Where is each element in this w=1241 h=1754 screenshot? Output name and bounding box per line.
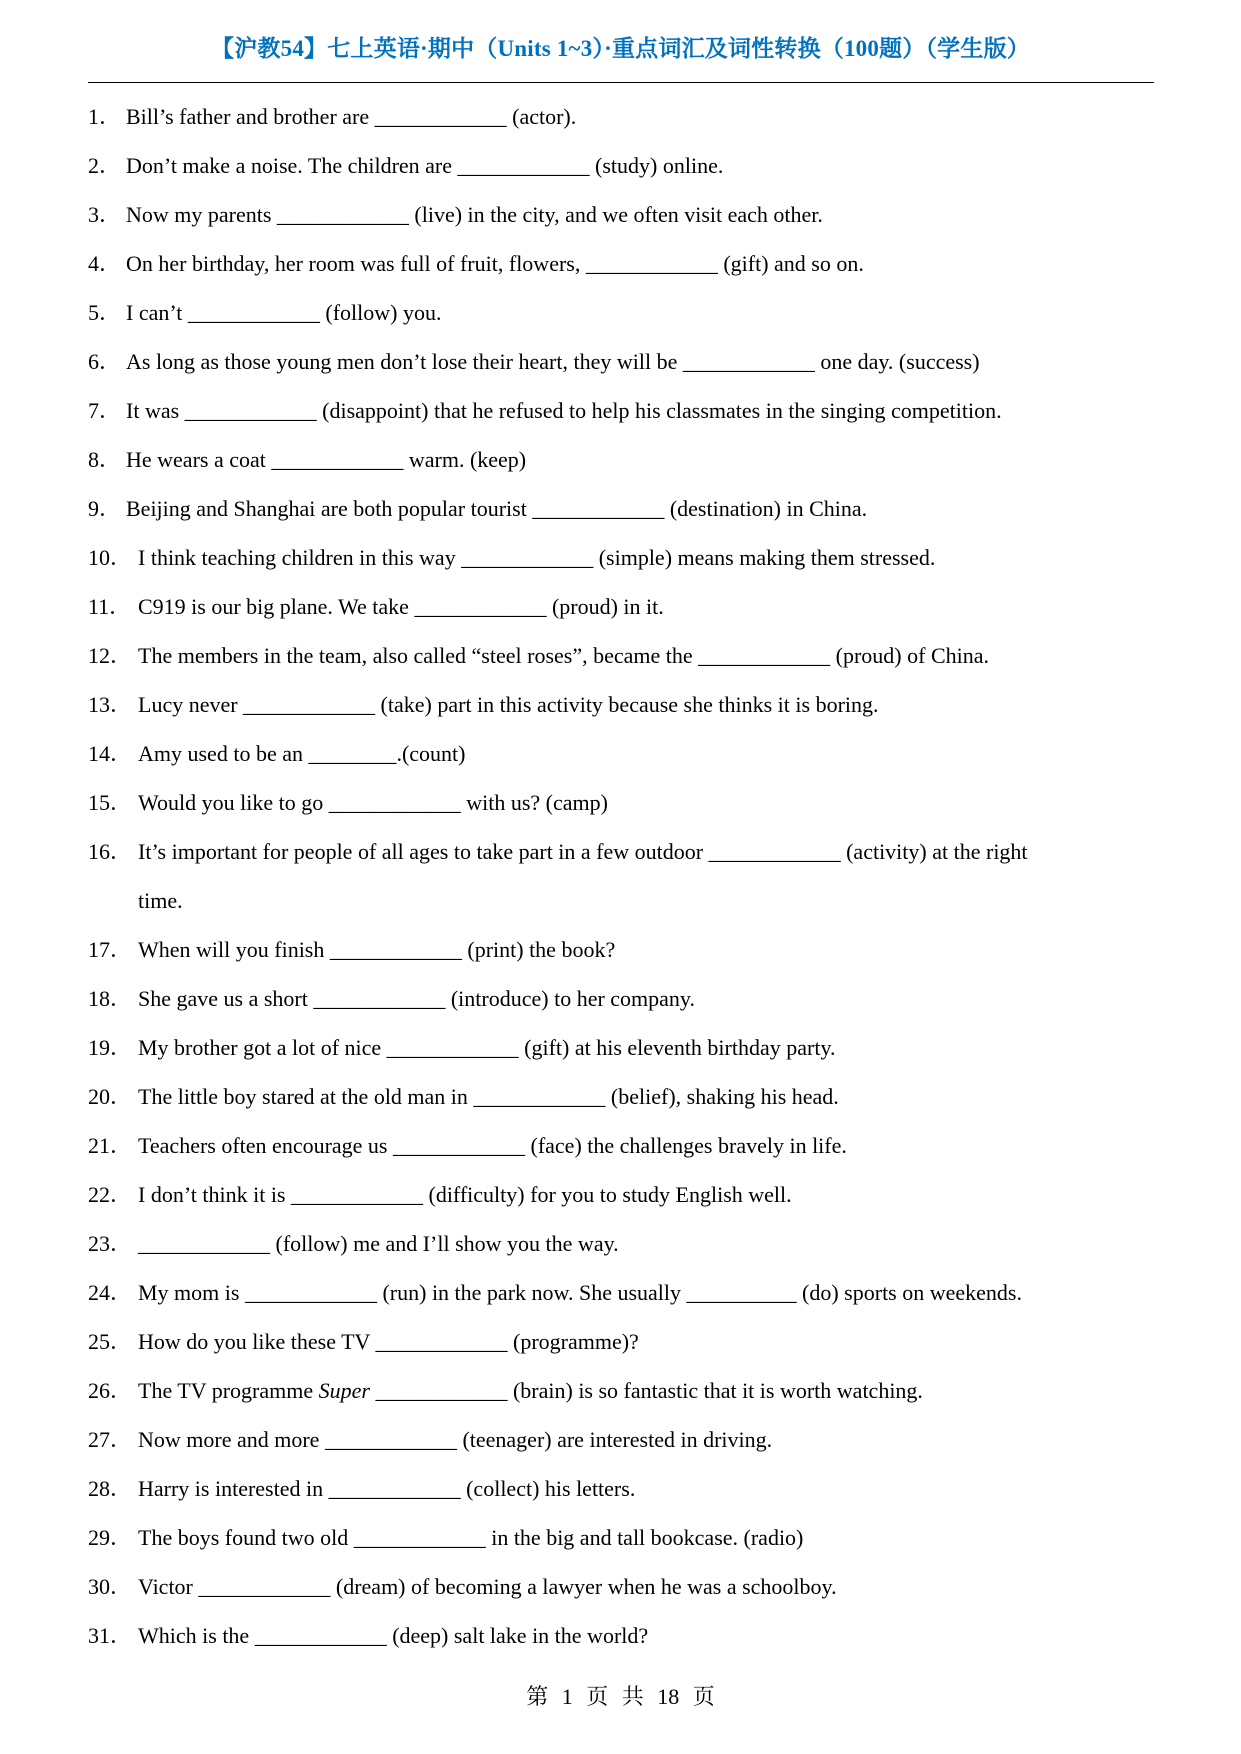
question-text: The little boy stared at the old man in ____________ (belief), shaking his head. [138,1084,839,1109]
question-text: ____________ (follow) me and I’ll show you the way. [138,1231,619,1256]
question-number: 14． [88,741,133,766]
question-item [0,1415,1241,1464]
question-number: 6． [88,349,122,374]
question-number: 30． [88,1574,133,1599]
question-item [0,1562,1241,1611]
question-text-part: The TV programme [138,1378,319,1403]
question-text: Harry is interested in ____________ (collect) his letters. [138,1476,636,1501]
page-title: 【沪教54】七上英语·期中（Units 1~3）·重点词汇及词性转换（100题）（学生版） [211,36,1030,61]
question-item [0,631,1241,680]
question-item [0,729,1241,778]
question-text: C919 is our big plane. We take ____________ (proud) in it. [138,594,664,619]
question-number: 16． [88,839,133,864]
question-number: 7． [88,398,122,423]
question-text: Beijing and Shanghai are both popular tourist ____________ (destination) in China. [126,496,868,521]
question-item [0,827,1241,925]
question-text-line: time. [138,888,183,913]
question-number: 24． [88,1280,133,1305]
question-item [0,533,1241,582]
question-item [0,1072,1241,1121]
question-item [0,1366,1241,1415]
question-text: She gave us a short ____________ (introduce) to her company. [138,986,696,1011]
question-text [138,827,1028,925]
question-item [0,288,1241,337]
question-text-line: It’s important for people of all ages to take part in a few outdoor ____________ (activity) at the right [138,839,1028,864]
question-item [0,925,1241,974]
question-number: 29． [88,1525,133,1550]
question-text: On her birthday, her room was full of fruit, flowers, ____________ (gift) and so on. [126,251,864,276]
question-item [0,1170,1241,1219]
question-item [0,239,1241,288]
question-item [0,778,1241,827]
question-number: 11． [88,594,132,619]
question-text: How do you like these TV ____________ (programme)? [138,1329,639,1354]
question-text: Now my parents ____________ (live) in the city, and we often visit each other. [126,202,823,227]
question-text: When will you finish ____________ (print) the book? [138,937,616,962]
question-item [0,974,1241,1023]
question-item [0,92,1241,141]
question-text: He wears a coat ____________ warm. (keep) [126,447,527,472]
question-text: Amy used to be an ________.(count) [138,741,466,766]
question-item [0,386,1241,435]
question-text: I think teaching children in this way ____________ (simple) means making them stressed. [138,545,936,570]
question-item [0,141,1241,190]
question-number: 5． [88,300,122,325]
question-number: 13． [88,692,133,717]
question-item [0,435,1241,484]
question-number: 10． [88,545,133,570]
question-text: Lucy never ____________ (take) part in this activity because she thinks it is boring. [138,692,879,717]
question-number: 4． [88,251,122,276]
question-text: I can’t ____________ (follow) you. [126,300,442,325]
question-number: 19． [88,1035,133,1060]
question-text: My brother got a lot of nice ____________ (gift) at his eleventh birthday party. [138,1035,836,1060]
question-number: 8． [88,447,122,472]
question-text: Would you like to go ____________ with us? (camp) [138,790,608,815]
question-number: 26． [88,1378,133,1403]
question-text [138,1366,923,1415]
question-number: 1． [88,104,122,129]
question-item [0,1317,1241,1366]
question-text: Bill’s father and brother are ____________ (actor). [126,104,577,129]
question-text: Victor ____________ (dream) of becoming a lawyer when he was a schoolboy. [138,1574,837,1599]
question-item [0,337,1241,386]
question-number: 9． [88,496,122,521]
question-number: 18． [88,986,133,1011]
question-number: 31． [88,1623,133,1648]
question-text: The members in the team, also called “steel roses”, became the ____________ (proud) of China. [138,643,990,668]
question-number: 21． [88,1133,133,1158]
question-item [0,1464,1241,1513]
question-item [0,582,1241,631]
question-number: 17． [88,937,133,962]
question-text: As long as those young men don’t lose their heart, they will be ____________ one day. (success) [126,349,980,374]
question-number: 22． [88,1182,133,1207]
question-number: 15． [88,790,133,815]
question-item [0,1023,1241,1072]
question-list [0,92,1241,1660]
question-text: Teachers often encourage us ____________ (face) the challenges bravely in life. [138,1133,847,1158]
question-number: 25． [88,1329,133,1354]
question-item [0,1219,1241,1268]
question-text: Don’t make a noise. The children are ____________ (study) online. [126,153,724,178]
question-number: 27． [88,1427,133,1452]
question-item [0,1121,1241,1170]
question-text: I don’t think it is ____________ (difficulty) for you to study English well. [138,1182,792,1207]
question-number: 23． [88,1231,133,1256]
question-number: 28． [88,1476,133,1501]
question-item [0,190,1241,239]
question-text: Which is the ____________ (deep) salt lake in the world? [138,1623,649,1648]
question-number: 20． [88,1084,133,1109]
question-number: 3． [88,202,122,227]
question-item [0,1513,1241,1562]
question-item [0,680,1241,729]
question-text-part: ____________ (brain) is so fantastic that it is worth watching. [369,1378,923,1403]
page-number: 第 1 页 共 18 页 [526,1684,715,1709]
header-divider [88,82,1154,83]
question-text: My mom is ____________ (run) in the park now. She usually __________ (do) sports on weekends. [138,1280,1022,1305]
question-text: The boys found two old ____________ in the big and tall bookcase. (radio) [138,1525,804,1550]
question-text: It was ____________ (disappoint) that he refused to help his classmates in the singing competition. [126,398,1002,423]
question-item [0,484,1241,533]
question-item [0,1268,1241,1317]
question-number: 2． [88,153,122,178]
question-item [0,1611,1241,1660]
question-text: Now more and more ____________ (teenager) are interested in driving. [138,1427,773,1452]
question-number: 12． [88,643,133,668]
italic-title: Super [318,1378,370,1403]
